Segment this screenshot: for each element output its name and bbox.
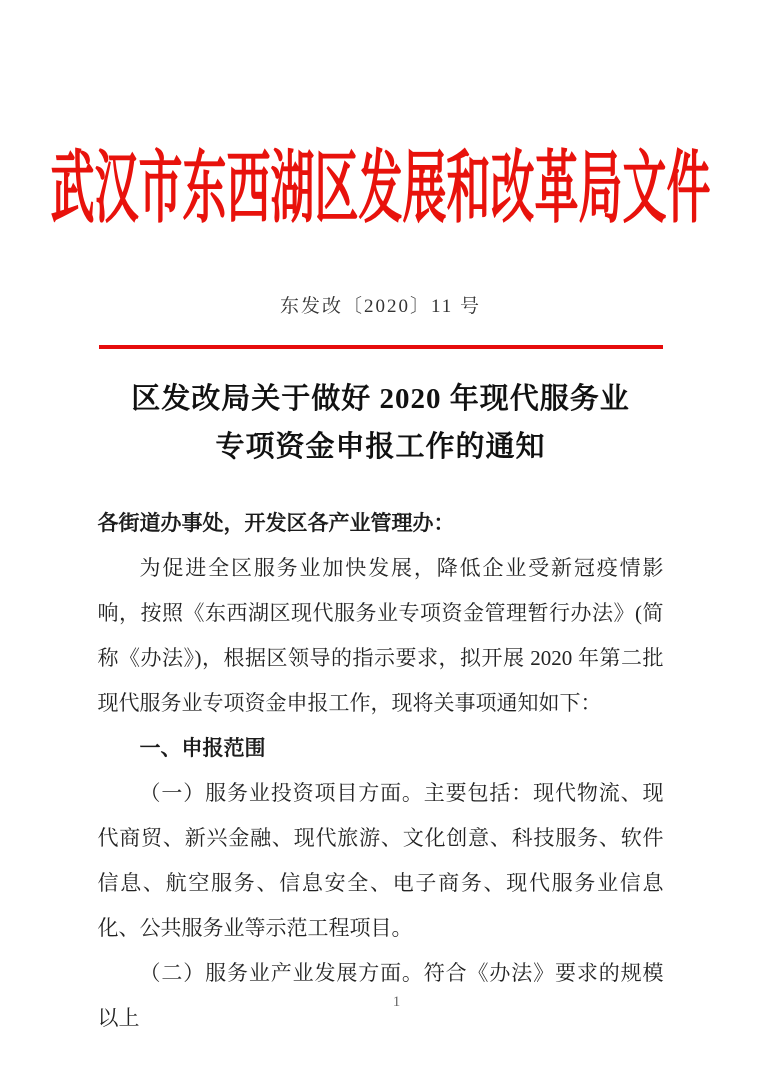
salutation-line: 各街道办事处，开发区各产业管理办： [97, 512, 455, 535]
letterhead-agency-title: 武汉市东西湖区发展和改革局文件 [50, 145, 711, 234]
red-divider-line [99, 345, 663, 349]
body-paragraph-item1: （一）服务业投资项目方面。主要包括：现代物流、现代商贸、新兴金融、现代旅游、文化创意、科技服务、软件信息、航空服务、信息安全、电子商务、现代服务业信息化、公共服务业等示范工程项目。 [97, 781, 664, 940]
body-paragraph-item2: （二）服务业产业发展方面。符合《办法》要求的规模以上 [97, 961, 664, 1030]
document-reference-number: 东发改〔2020〕11 号 [279, 296, 482, 317]
body-paragraph-intro: 为促进全区服务业加快发展，降低企业受新冠疫情影响，按照《东西湖区现代服务业专项资金管理暂行办法》(简称《办法》)，根据区领导的指示要求，拟开展 2020 年第二批现代服务业专项资金申报工作，现将关事项通知如下： [97, 556, 664, 715]
section-heading-application-scope: 一、申报范围 [139, 737, 266, 760]
page-number: 1 [392, 994, 401, 1010]
letterhead [0, 0, 761, 234]
document-body [98, 501, 664, 1041]
document-title-line2: 专项资金申报工作的通知 [215, 431, 546, 463]
document-title [0, 375, 761, 471]
document-title-line1: 区发改局关于做好 2020 年现代服务业 [131, 383, 630, 415]
